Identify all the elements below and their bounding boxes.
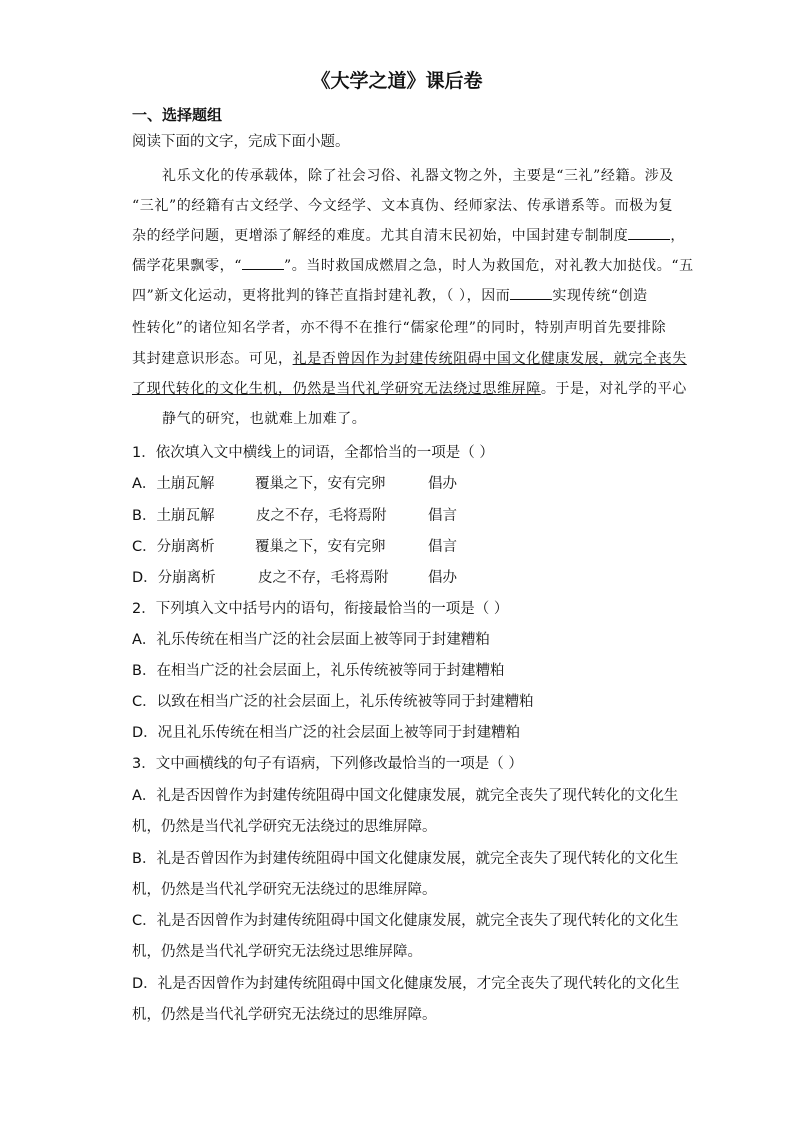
passage-text: ， — [670, 228, 686, 244]
passage-text: ”。当时救国成燃眉之急，时人为救国危，对礼教大加挞伐。“五 — [283, 258, 694, 274]
question-3-option-a-line-1: A．礼是否因曾作为封建传统阻碍中国文化健康发展，就完全丧失了现代转化的文化生 — [132, 788, 679, 804]
passage-line-5 — [132, 285, 666, 305]
underlined-sentence: 礼是否曾因作为封建传统阻碍中国文化健康发展，就完全丧失 — [292, 351, 687, 367]
option-label: B．土崩瓦解 — [132, 508, 215, 524]
option-label: C．分崩离析 — [132, 539, 215, 555]
page-title: 《大学之道》课后卷 — [311, 70, 483, 92]
passage-line-2: “三礼”的经籍有古文经学、今文经学、文本真伪、经师家法、传承谱系等。而极为复 — [132, 198, 674, 214]
question-2-option-a: A．礼乐传统在相当广泛的社会层面上被等同于封建糟粕 — [132, 632, 490, 648]
option-text: 倡言 — [428, 539, 457, 555]
passage-text: 儒学花果飘零，“ — [132, 258, 242, 274]
instruction-text: 阅读下面的文字，完成下面小题。 — [132, 134, 350, 150]
fill-blank-2 — [242, 255, 284, 270]
question-3-option-c-line-1: C．礼是否因曾作为封建传统阻碍中国文化健康发展，就完全丧失了现代转化的文化生 — [132, 913, 679, 929]
passage-line-3 — [132, 225, 686, 245]
question-3-option-b-line-1: B．礼是否曾因作为封建传统阻碍中国文化健康发展，就完全丧失了现代转化的文化生 — [132, 851, 679, 867]
passage-text: 四”新文化运动，更将批判的锋芒直指封建礼教，（ ），因而 — [132, 288, 511, 304]
option-text: 倡办 — [428, 570, 457, 586]
section-heading: 一、选择题组 — [132, 106, 223, 124]
passage-line-8 — [132, 378, 687, 398]
passage-line-6: 性转化”的诸位知名学者，亦不得不在推行“儒家伦理”的同时，特别声明首先要排除 — [132, 320, 667, 336]
question-2-stem: 2．下列填入文中括号内的语句，衔接最恰当的一项是（ ） — [132, 601, 509, 617]
option-label: A．土崩瓦解 — [132, 476, 215, 492]
question-2-option-c: C．以致在相当广泛的社会层面上，礼乐传统被等同于封建糟粕 — [132, 694, 534, 710]
question-2-option-d: D．况且礼乐传统在相当广泛的社会层面上被等同于封建糟粕 — [132, 725, 521, 741]
passage-text: 。于是，对礼学的平心 — [540, 381, 687, 397]
fill-blank-3 — [510, 285, 552, 300]
fill-blank-1 — [628, 225, 670, 240]
option-label: D．分崩离析 — [132, 570, 216, 586]
option-text: 倡办 — [428, 476, 457, 492]
passage-text: 杂的经学问题，更增添了解经的难度。尤其自清末民初始，中国封建专制制度 — [132, 228, 629, 244]
passage-line-9: 静气的研究，也就难上加难了。 — [162, 411, 367, 427]
question-3-option-d-line-2: 机，仍然是当代礼学研究无法绕过的思维屏障。 — [132, 1007, 437, 1023]
question-3-option-d-line-1: D．礼是否因曾作为封建传统阻碍中国文化健康发展，才完全丧失了现代转化的文化生 — [132, 976, 680, 992]
passage-line-1: 礼乐文化的传承载体，除了社会习俗、礼器文物之外，主要是“三礼”经籍。涉及 — [162, 168, 674, 184]
passage-line-4 — [132, 255, 694, 275]
underlined-sentence: 了现代转化的文化生机，仍然是当代礼学研究无法绕过思维屏障 — [132, 381, 541, 397]
question-1-stem: 1．依次填入文中横线上的词语，全都恰当的一项是（ ） — [132, 445, 494, 461]
question-3-option-a-line-2: 机，仍然是当代礼学研究无法绕过的思维屏障。 — [132, 819, 437, 835]
question-3-option-c-line-2: 机，仍然是当代礼学研究无法绕过思维屏障。 — [132, 944, 422, 960]
option-text: 覆巢之下，安有完卵 — [255, 539, 386, 555]
option-text: 覆巢之下，安有完卵 — [255, 476, 386, 492]
passage-text: 实现传统“创造 — [552, 288, 648, 304]
option-text: 皮之不存，毛将焉附 — [258, 570, 389, 586]
passage-line-7 — [132, 348, 687, 368]
question-3-option-b-line-2: 机，仍然是当代礼学研究无法绕过的思维屏障。 — [132, 882, 437, 898]
question-3-stem: 3．文中画横线的句子有语病，下列修改最恰当的一项是（ ） — [132, 756, 523, 772]
passage-text: 其封建意识形态。可见， — [132, 351, 293, 367]
option-text: 倡言 — [428, 508, 457, 524]
question-2-option-b: B．在相当广泛的社会层面上，礼乐传统被等同于封建糟粕 — [132, 663, 505, 679]
option-text: 皮之不存，毛将焉附 — [256, 508, 387, 524]
